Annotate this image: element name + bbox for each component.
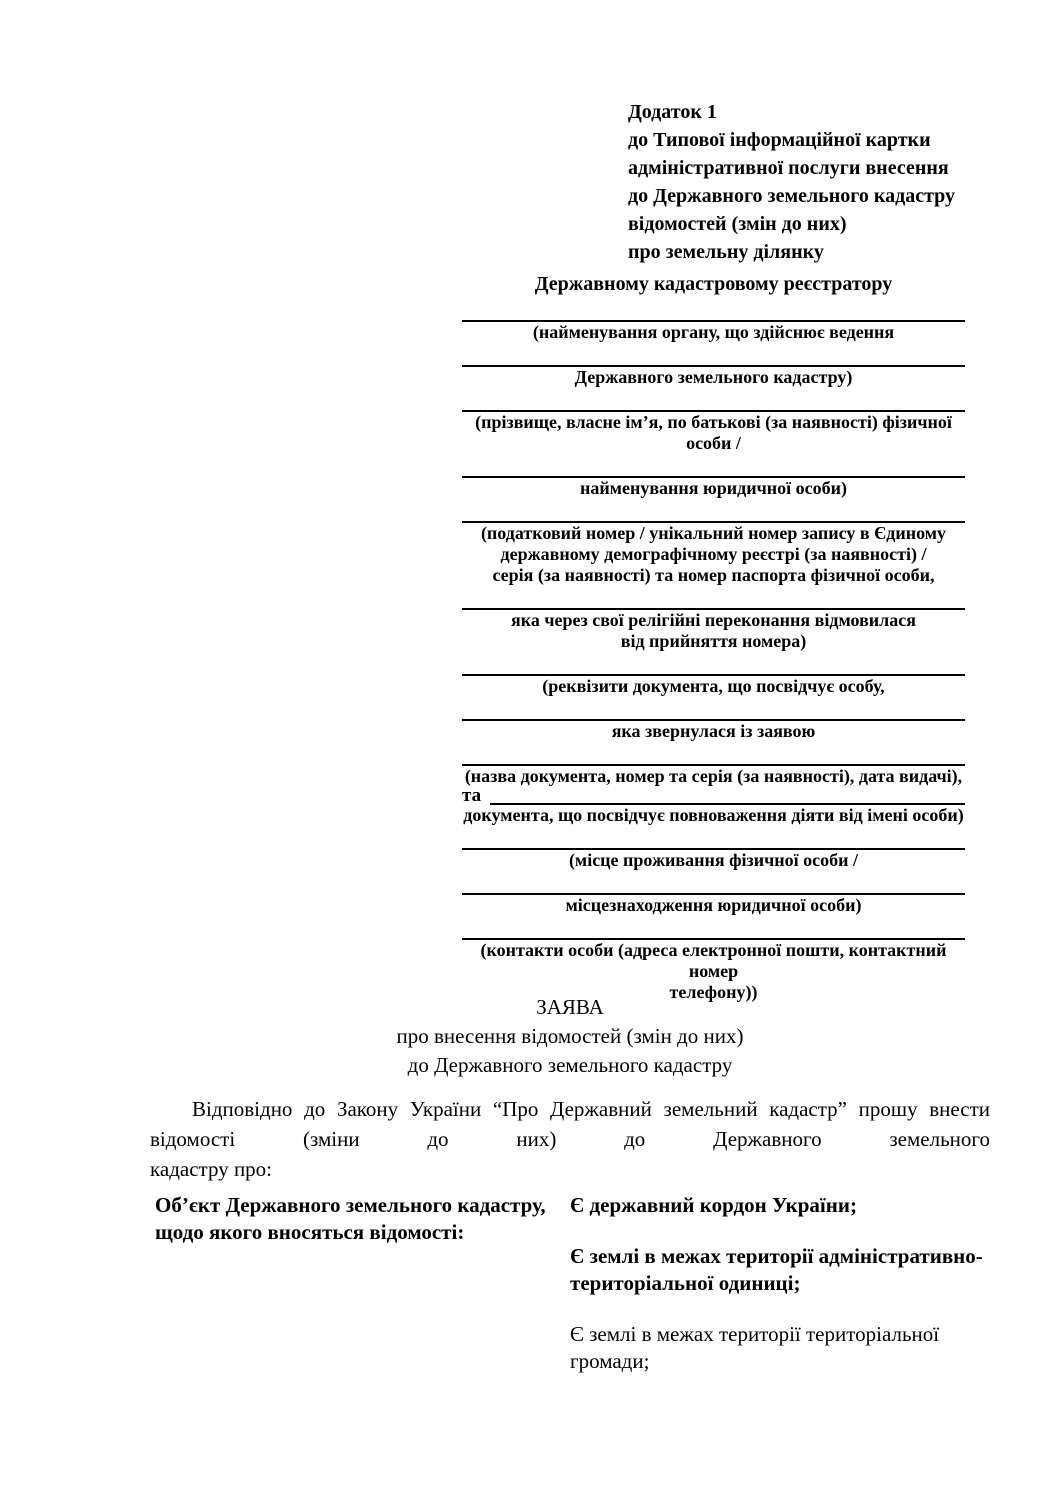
field-caption-line: (податковий номер / унікальний номер запису в Єдиному [480,523,947,543]
statement-title-block [150,993,990,1080]
appendix-line: про земельну ділянку [628,241,824,263]
fill-in-blank-tax-number[interactable] [462,499,965,523]
cadastre-object-label: Об’єкт Державного земельного кадастру, щодо якого вносяться відомості: [155,1193,546,1244]
option-text: землі в межах території територіальної громади; [570,1322,940,1373]
cadastre-object-option [570,1192,1000,1219]
field-caption: документа, що посвідчує повноваження діяти від імені особи) [463,805,964,825]
cadastre-object-option [570,1321,1000,1375]
field-caption-line: телефону)) [669,982,758,1002]
field-caption-line: яка через свої релігійні переконання відмовилася [511,610,916,630]
fill-in-blank-location[interactable] [462,871,965,895]
fill-in-blank-authorization-document[interactable] [490,785,965,805]
option-text: землі в межах території адміністративно-територіальної одиниці; [570,1244,983,1295]
ta-conjunction-row [462,787,965,805]
field-caption: (прізвище, власне ім’я, по батькові (за наявності) фізичної особи / [475,412,952,453]
fill-in-blank-id-document[interactable] [462,652,965,676]
option-marker: Є [570,1193,585,1217]
field-caption [462,523,965,586]
form-fields [462,298,965,1003]
ta-conjunction-label: та [462,785,482,806]
statement-subtitle: про внесення відомостей (змін до них) [396,1024,744,1048]
fill-in-blank-authority-2[interactable] [462,343,965,367]
appendix-line: відомостей (змін до них) [628,213,847,235]
fill-in-blank-name[interactable] [462,388,965,412]
fill-in-blank-name-2[interactable] [462,454,965,478]
appendix-line: адміністративної послуги внесення [628,157,949,179]
fill-in-blank-document-details[interactable] [462,742,965,766]
fill-in-blank-id-document-2[interactable] [462,697,965,721]
field-caption-line: (контакти особи (адреса електронної пошти, контактний номер [480,940,947,981]
field-caption: яка звернулася із заявою [611,721,816,741]
appendix-block [628,98,955,266]
cadastre-object-options [570,1192,1000,1399]
statement-subtitle: до Державного земельного кадастру [407,1053,733,1077]
field-caption: Державного земельного кадастру) [574,367,853,387]
statement-paragraph-line: Відповідно до Закону України “Про Державний земельний кадастр” прошу внести [192,1097,990,1121]
statement-paragraph [150,1094,990,1184]
field-caption [462,610,965,652]
statement-paragraph-line: кадастру про: [150,1157,273,1181]
appendix-line: Додаток 1 [628,101,717,123]
recipient-heading: Державному кадастровому реєстратору [534,273,893,295]
field-caption: найменування юридичної особи) [579,478,848,498]
cadastre-object-section [155,1192,1000,1399]
field-caption-line: від прийняття номера) [620,631,807,651]
field-caption: місцезнаходження юридичної особи) [565,895,862,915]
field-caption-line: державному демографічному реєстрі (за наявності) / [500,544,927,564]
statement-paragraph-line: відомості (зміни до них) до Державного земельного [150,1127,990,1151]
cadastre-object-option [570,1243,1000,1297]
option-marker: Є [570,1244,585,1268]
field-caption: (реквізити документа, що посвідчує особу, [542,676,885,696]
fill-in-blank-religious-refusal[interactable] [462,586,965,610]
field-caption: (назва документа, номер та серія (за наявності), дата видачі), [464,766,963,786]
fill-in-blank-contacts[interactable] [462,916,965,940]
field-caption-line: серія (за наявності) та номер паспорта фізичної особи, [492,565,935,585]
appendix-line: до Типової інформаційної картки [628,129,931,151]
field-caption: (найменування органу, що здійснює ведення [532,322,895,342]
fill-in-blank-residence[interactable] [462,826,965,850]
option-marker: Є [570,1322,584,1346]
statement-title: ЗАЯВА [536,995,604,1019]
field-caption: (місце проживання фізичної особи / [568,850,859,870]
fill-in-blank-authority[interactable] [462,298,965,322]
option-text: державний кордон України; [589,1193,857,1217]
appendix-line: до Державного земельного кадастру [628,185,955,207]
